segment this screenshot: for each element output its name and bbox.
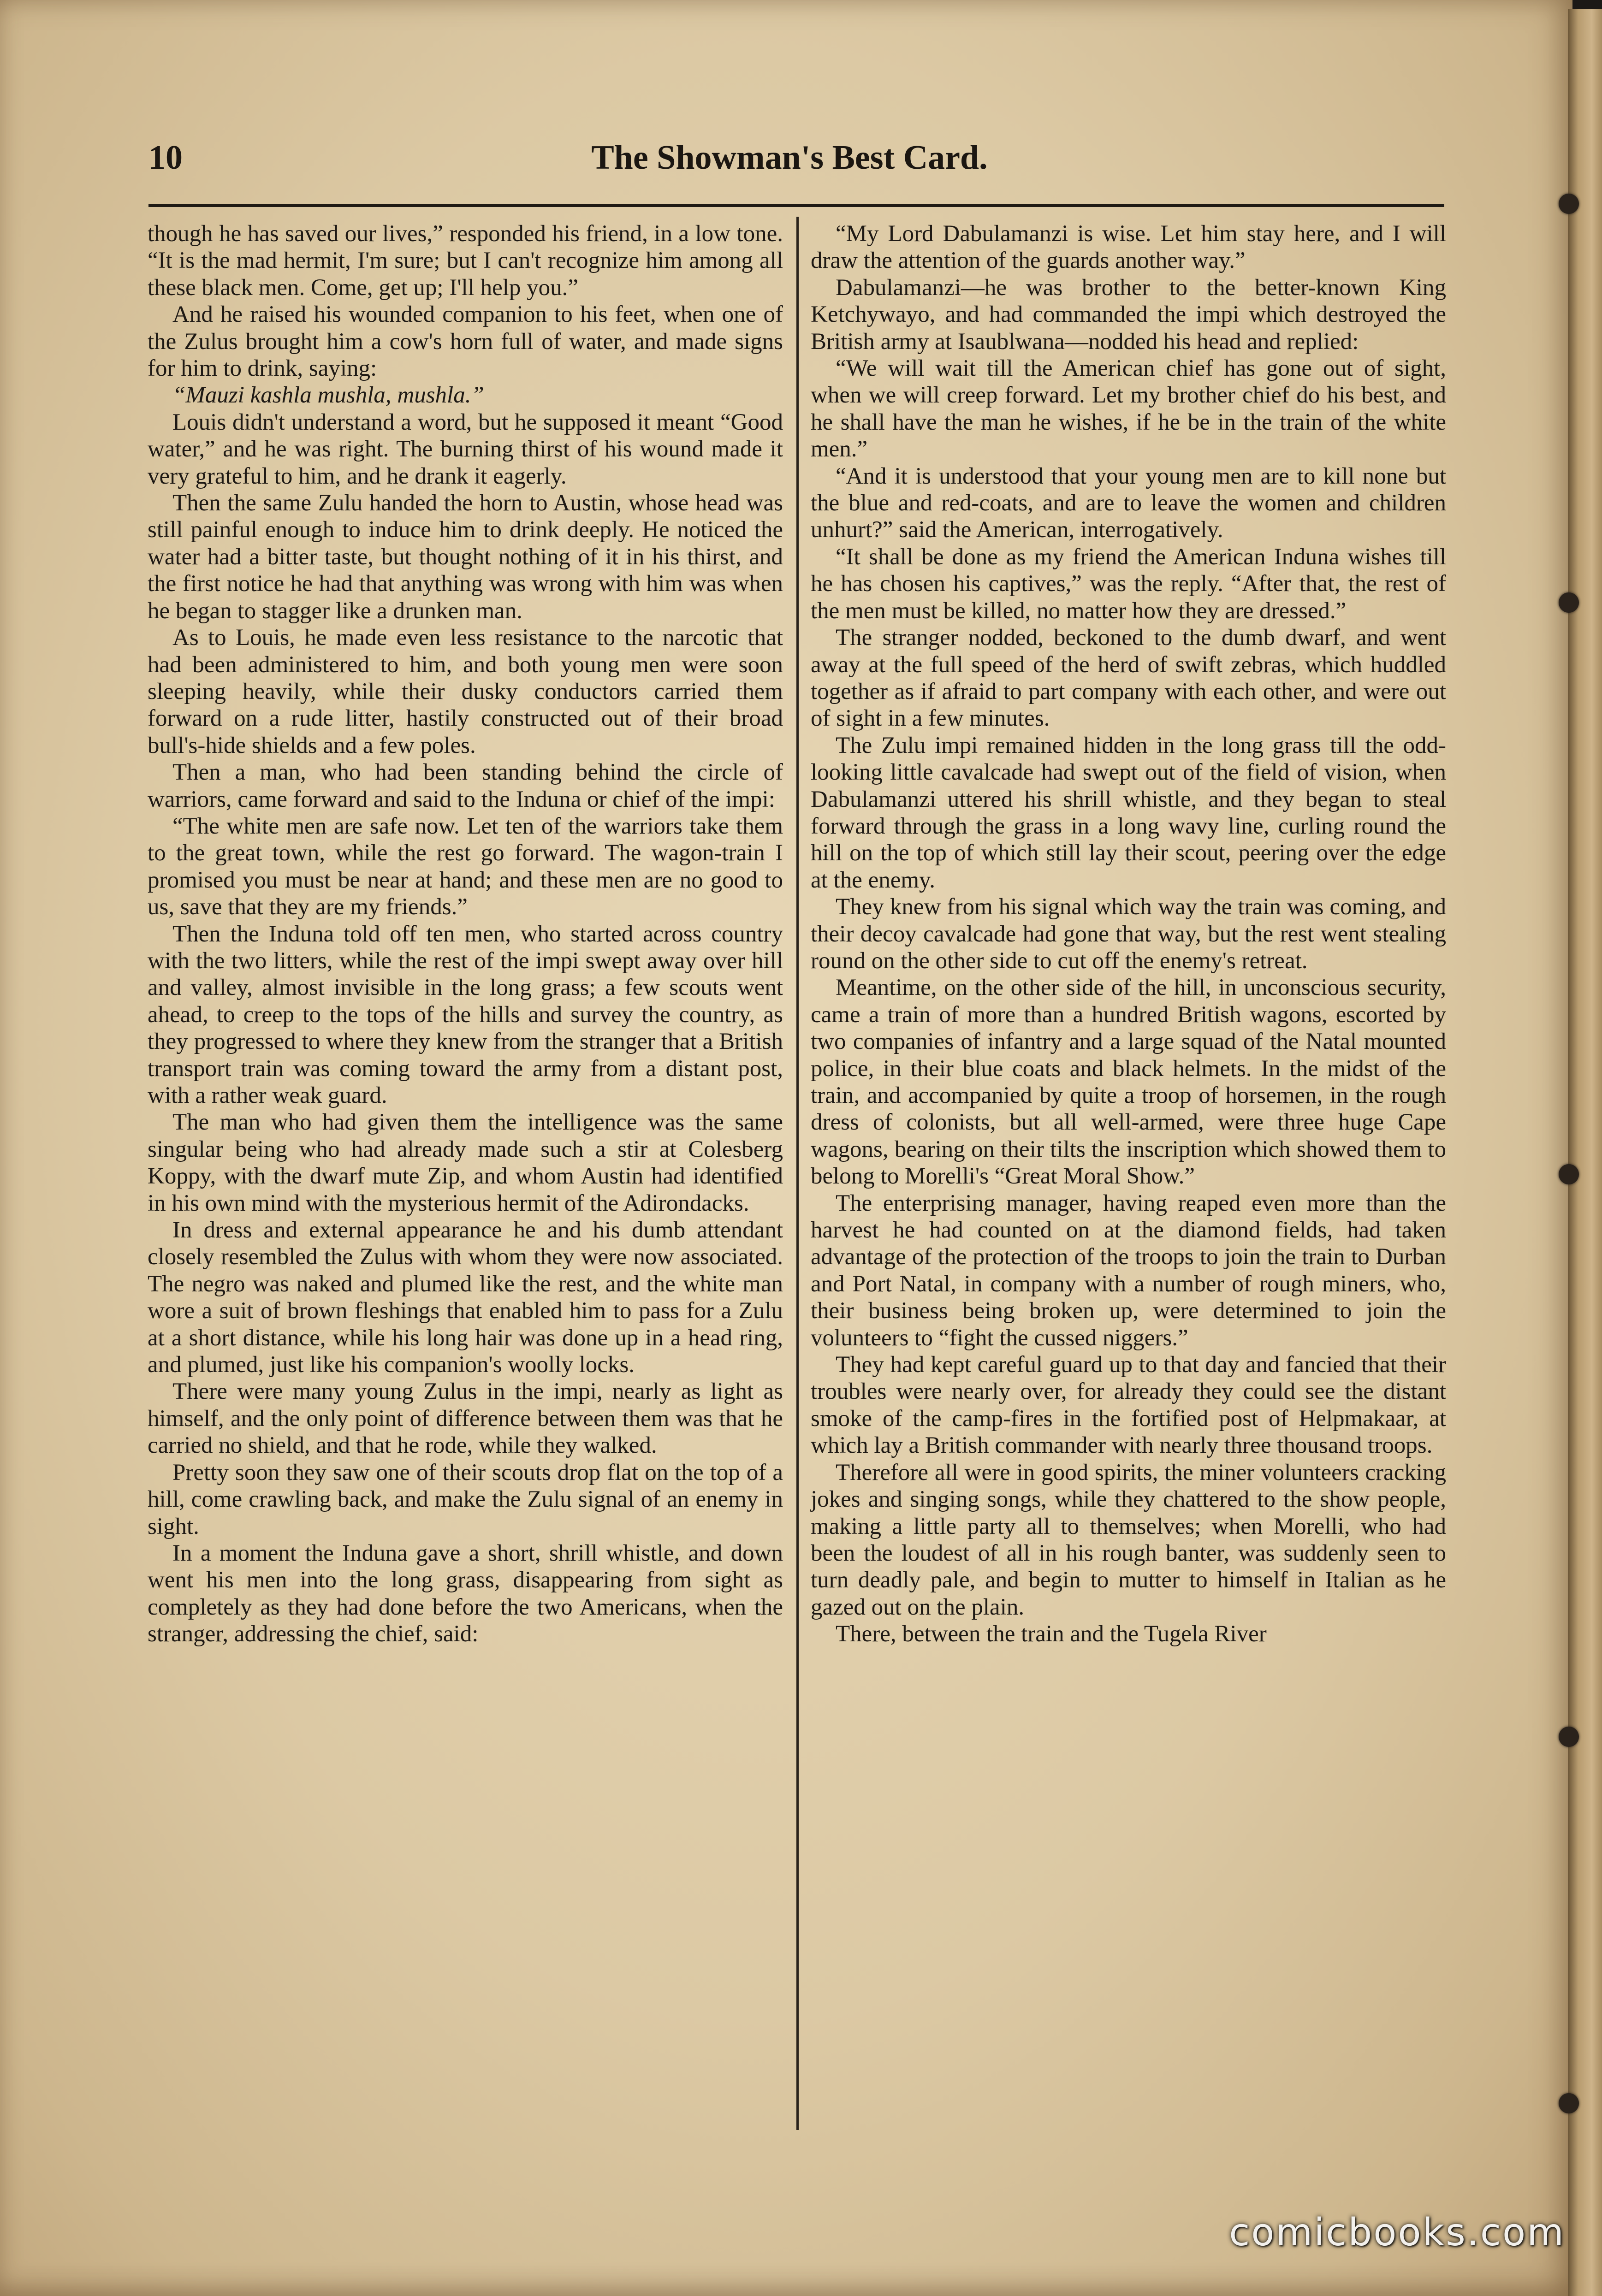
page-number: 10	[148, 139, 183, 177]
paragraph: “My Lord Dabulamanzi is wise. Let him stay here, and I will draw the attention of the guards another way.”	[811, 221, 1446, 274]
binding-hole-icon	[1559, 194, 1579, 214]
paragraph: though he has saved our lives,” responded his friend, in a low tone. “It is the mad hermit, I'm sure; but I can't recognize him among all these black men. Come, get up; I'll help you.”	[148, 221, 783, 301]
paragraph: The Zulu impi remained hidden in the long grass till the odd-looking little cavalcade had swept out of the field of vision, when Dabulamanzi uttered his shrill whistle, and they began to steal forward through the grass in a long wavy line, curling round the hill on the top of which still lay their scout, peering over the edge at the enemy.	[811, 732, 1446, 893]
paragraph: As to Louis, he made even less resistance to the narcotic that had been administered to him, and both young men were soon sleeping heavily, while their dusky conductors carried them forward on a rude litter, hastily constructed out of their broad bull's-hide shields and a few poles.	[148, 625, 783, 758]
paragraph: In a moment the Induna gave a short, shrill whistle, and down went his men into the long grass, disappearing from sight as completely as they had done before the two Americans, when the stranger, addressing the chief, said:	[148, 1540, 783, 1647]
paragraph: Then the Induna told off ten men, who started across country with the two litters, while the rest of the impi swept away over hill and valley, almost invisible in the long grass; a few scouts went ahead, to creep to the tops of the hills and survey the country, as they progressed to where they knew from the stranger that a British transport train was coming toward the army from a distant post, with a rather weak guard.	[148, 921, 783, 1108]
paragraph: Therefore all were in good spirits, the miner volunteers cracking jokes and singing songs, while they chattered to the show people, making a little party all to themselves; when Morelli, who had been the loudest of all in his rough banter, was suddenly seen to turn deadly pale, and begin to mutter to himself in Italian as he gazed out on the plain.	[811, 1459, 1446, 1620]
paragraph: In dress and external appearance he and his dumb attendant closely resembled the Zulus with whom they were now associated. The negro was naked and plumed like the rest, and the white man wore a suit of brown fleshings that enabled him to pass for a Zulu at a short distance, while his long hair was done up in a head ring, and plumed, just like his companion's woolly locks.	[148, 1217, 783, 1378]
paragraph: And he raised his wounded companion to his feet, when one of the Zulus brought him a cow's horn full of water, and made signs for him to drink, saying:	[148, 302, 783, 382]
paragraph: The stranger nodded, beckoned to the dumb dwarf, and went away at the full speed of the herd of swift zebras, which huddled together as if afraid to part company with each other, and were out of sight in a few minutes.	[811, 625, 1446, 732]
binding-hole-icon	[1559, 1727, 1579, 1747]
paragraph: “Mauzi kashla mushla, mushla.”	[172, 382, 484, 408]
paragraph: Then a man, who had been standing behind the circle of warriors, came forward and said to the Induna or chief of the impi:	[148, 759, 783, 812]
page-header	[148, 138, 1430, 189]
watermark: comicbooks.com	[1229, 2211, 1565, 2255]
header-rule	[148, 204, 1444, 207]
paragraph: Dabulamanzi—he was brother to the better-known King Ketchywayo, and had commanded the impi which destroyed the British army at Isaublwana—nodded his head and replied:	[811, 274, 1446, 355]
paragraph: Meantime, on the other side of the hill, in unconscious security, came a train of more than a hundred British wagons, escorted by two companies of infantry and a large squad of the Natal mounted police, in their blue coats and black helmets. In the midst of the train, and accompanied by quite a troop of horsemen, in the rough dress of colonists, but all well-armed, were three huge Cape wagons, bearing on their tilts the inscription which showed them to belong to Morelli's “Great Moral Show.”	[811, 975, 1446, 1189]
paragraph: They had kept careful guard up to that day and fancied that their troubles were nearly over, for already they could see the distant smoke of the camp-fires in the fortified post of Helpmakaar, at which lay a British commander with nearly three thousand troops.	[811, 1352, 1446, 1459]
paragraph: “It shall be done as my friend the American Induna wishes till he has chosen his captives,” was the reply. “After that, the rest of the men must be killed, no matter how they are dressed.”	[811, 544, 1446, 624]
adjacent-page-edge	[1568, 9, 1602, 2296]
paragraph: “And it is understood that your young men are to kill none but the blue and red-coats, and are to leave the women and children unhurt?” said the American, interrogatively.	[811, 463, 1446, 543]
paragraph: The enterprising manager, having reaped even more than the harvest he had counted on at the diamond fields, had taken advantage of the protection of the troops to join the train to Durban and Port Natal, in company with a number of rough miners, who, their business being broken up, were determined to join the volunteers to “fight the cussed niggers.”	[811, 1190, 1446, 1351]
paragraph: They knew from his signal which way the train was coming, and their decoy cavalcade had gone that way, but the rest went stealing round on the other side to cut off the enemy's retreat.	[811, 894, 1446, 974]
paragraph: Pretty soon they saw one of their scouts drop flat on the top of a hill, come crawling back, and make the Zulu signal of an enemy in sight.	[148, 1459, 783, 1539]
paragraph: “We will wait till the American chief has gone out of sight, when we will creep forward. Let my brother chief do his best, and he shall have the man he wishes, if he be in the train of the white men.”	[811, 355, 1446, 462]
paragraph: Then the same Zulu handed the horn to Austin, whose head was still painful enough to induce him to drink deeply. He noticed the water had a bitter taste, but thought nothing of it in his thirst, and the first notice he had that anything was wrong with him was when he began to stagger like a drunken man.	[148, 490, 783, 624]
paragraph: Louis didn't understand a word, but he supposed it meant “Good water,” and he was right. The burning thirst of his wound made it very grateful to him, and he drank it eagerly.	[148, 409, 783, 489]
right-column	[811, 220, 1446, 1648]
paragraph: There were many young Zulus in the impi, nearly as light as himself, and the only point of difference between them was that he carried no shield, and that he rode, while they walked.	[148, 1379, 783, 1459]
paragraph: There, between the train and the Tugela River	[836, 1621, 1267, 1647]
running-title: The Showman's Best Card.	[591, 139, 988, 177]
binding-hole-icon	[1559, 592, 1579, 613]
column-divider	[796, 217, 799, 2130]
paragraph: “The white men are safe now. Let ten of the warriors take them to the great town, while the rest go forward. The wagon-train I promised you must be near at hand; and these men are no good to us, save that they are my friends.”	[148, 813, 783, 920]
binding-hole-icon	[1559, 2093, 1579, 2113]
binding-hole-icon	[1559, 1164, 1579, 1184]
left-column	[148, 220, 783, 1648]
paragraph: The man who had given them the intelligence was the same singular being who had already made such a stir at Colesberg Koppy, with the dwarf mute Zip, and whom Austin had identified in his own mind with the mysterious hermit of the Adirondacks.	[148, 1109, 783, 1216]
